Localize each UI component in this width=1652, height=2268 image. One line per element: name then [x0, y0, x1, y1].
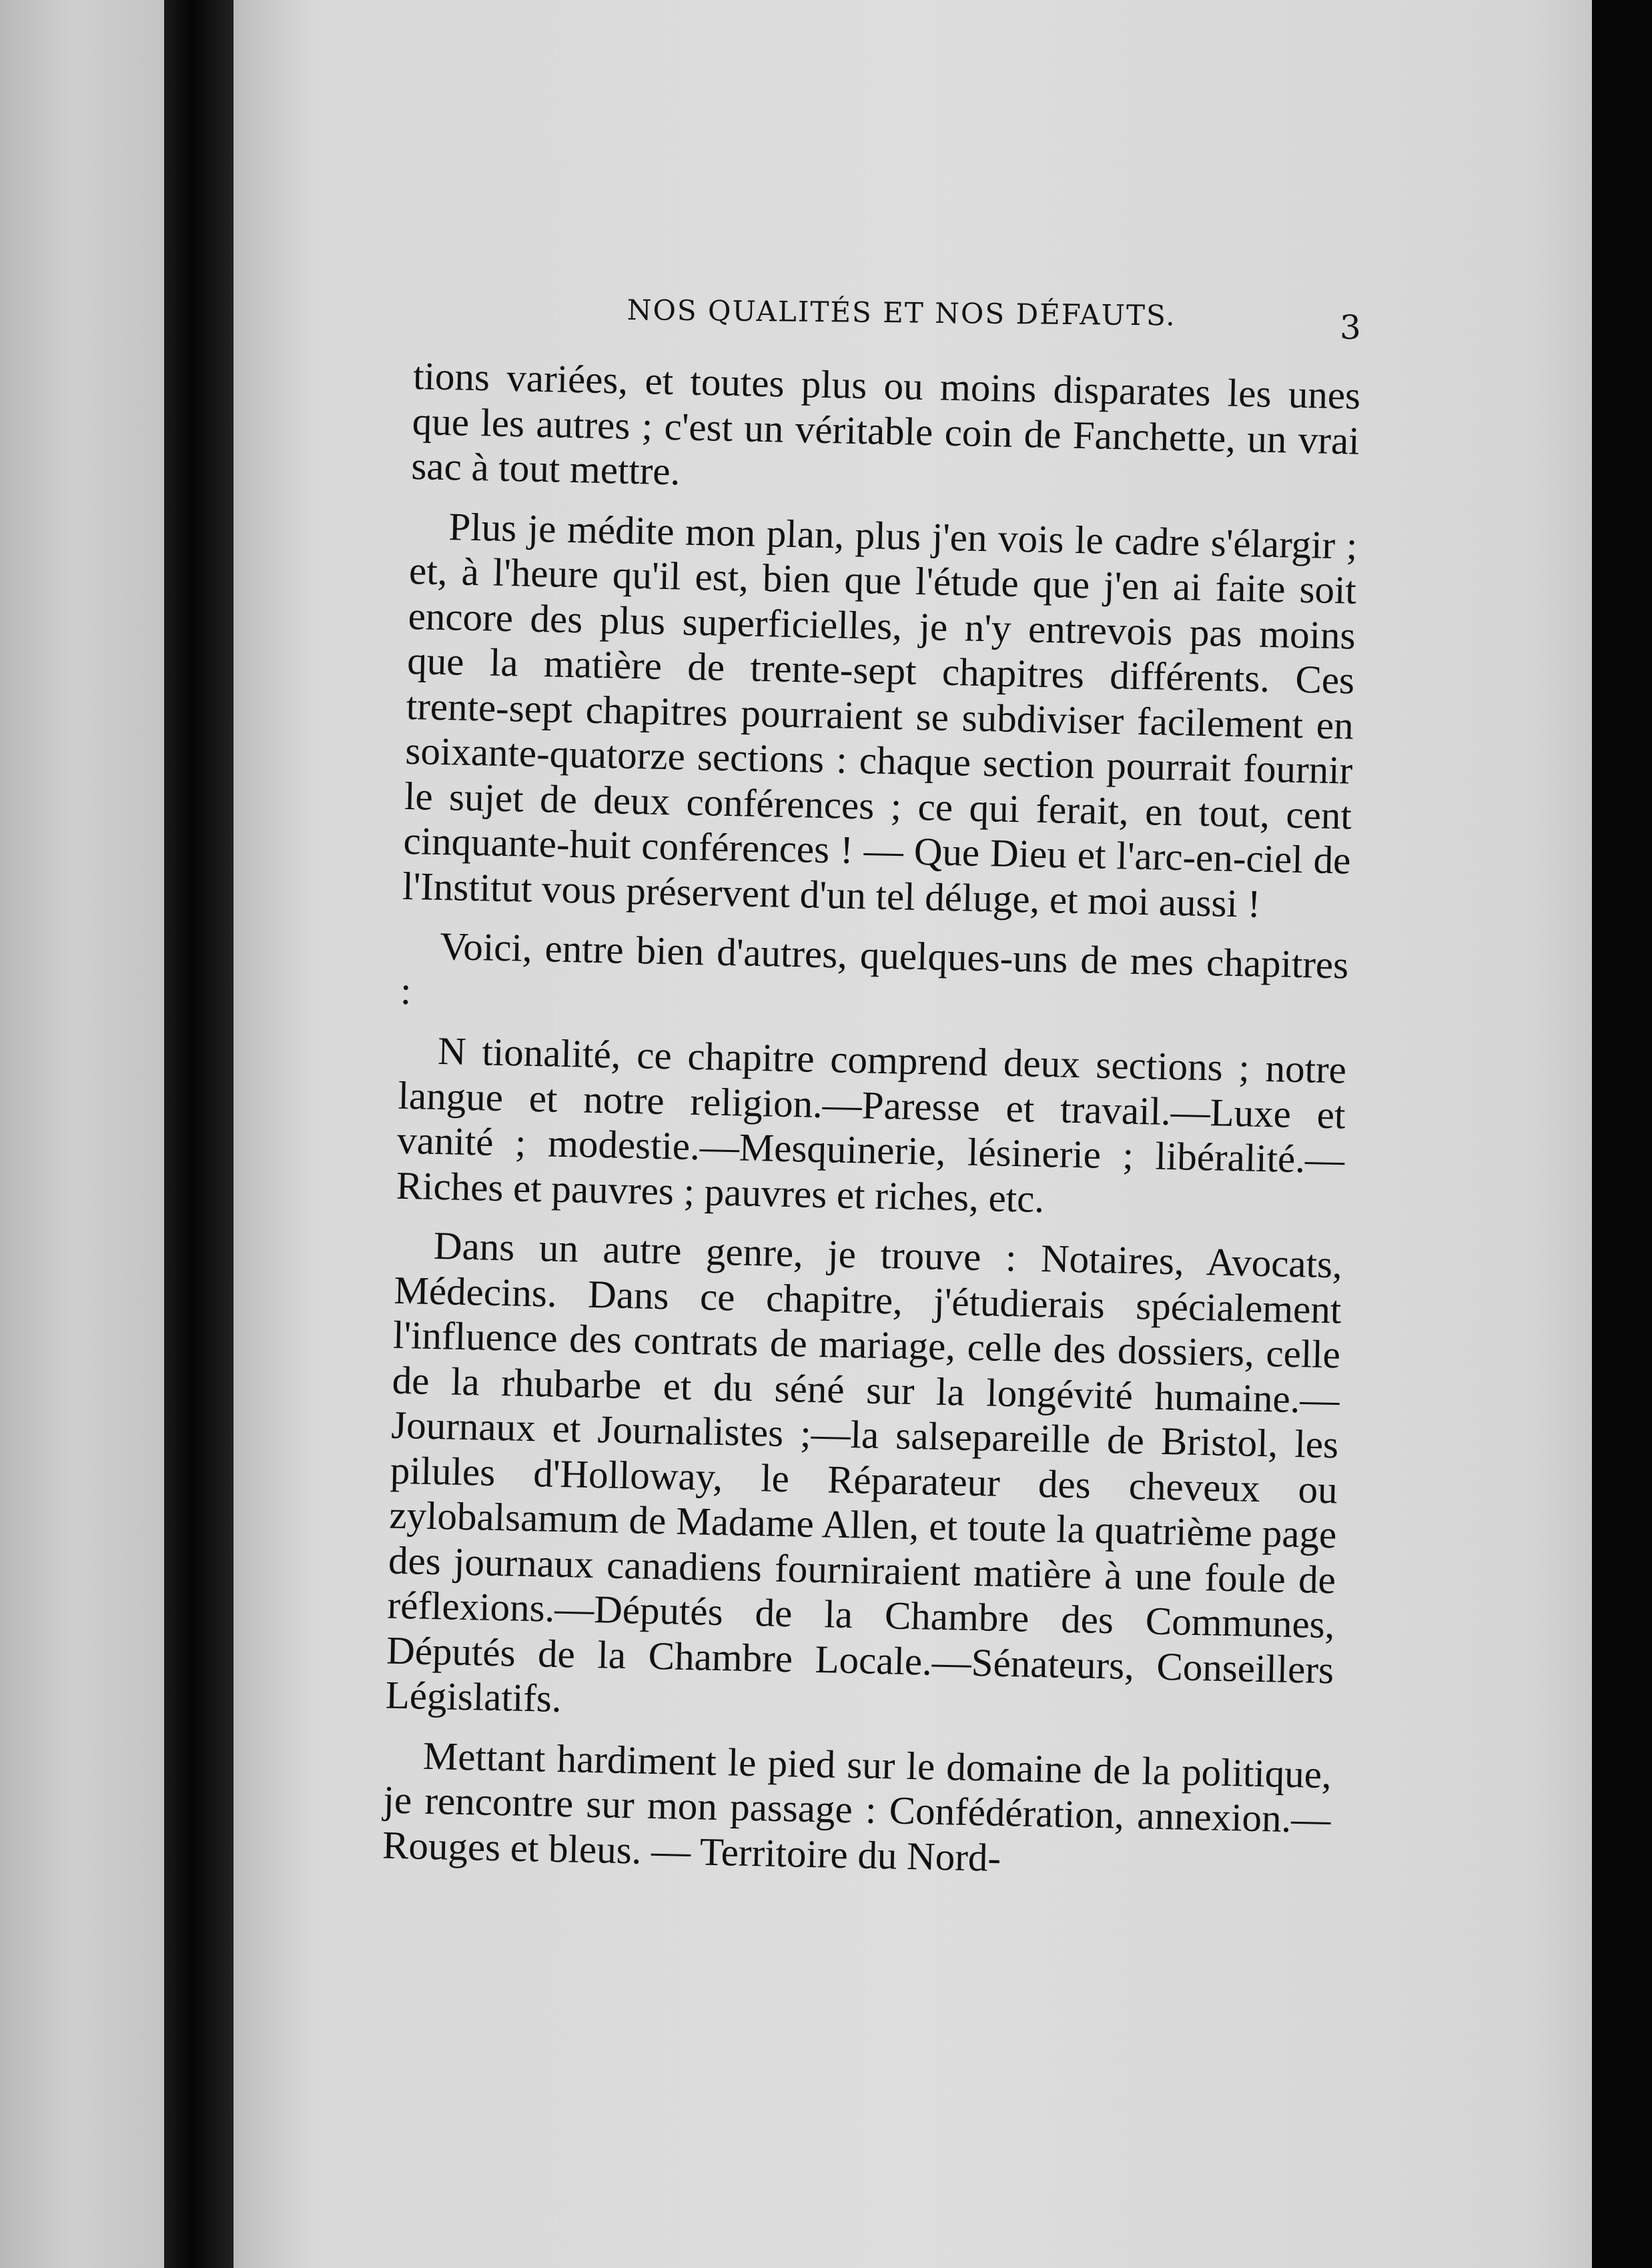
- page-right-edge: [1592, 0, 1652, 2268]
- page-number: 3: [1340, 308, 1361, 347]
- facing-page-edge: [0, 0, 164, 2268]
- running-header: NOS QUALITÉS ET NOS DÉFAUTS.: [627, 294, 1176, 332]
- paragraph: Dans un autre genre, je trouve : Notaires, Avocats, Médecins. Dans ce chapitre, j'étudierais spécialement l'influence des contrats de mariage, celle des dossiers, celle de la rhubarbe et du séné sur la longévité humaine.—Journaux et Journalistes ;—la salsepareille de Bristol, les pilules d'Holloway, le Réparateur des cheveux ou zylobalsamum de Madame Allen, et toute la quatrième page des journaux canadiens fourniraient matière à une foule de réflexions.—Députés de la Chambre des Communes, Députés de la Chambre Locale.—Sénateurs, Conseillers Législatifs.: [385, 1223, 1343, 1721]
- body-text: [382, 354, 1361, 1902]
- book-gutter: [164, 0, 234, 2268]
- paragraph: N tionalité, ce chapitre comprend deux sections ; notre langue et notre religion.—Paresse et travail.—Luxe et vanité ; modestie.—Mesquinerie, lésinerie ; libéralité.—Riches et pauvres ; pauvres et riches, etc.: [396, 1028, 1347, 1221]
- paragraph: Voici, entre bien d'autres, quelques-uns de mes chapitres :: [400, 924, 1349, 1013]
- paragraph-continuation: tions variées, et toutes plus ou moins disparates les unes que les autres ; c'est un véritable coin de Fanchette, un vrai sac à tout mettre.: [410, 354, 1361, 494]
- paragraph: Plus je médite mon plan, plus j'en vois le cadre s'élargir ; et, à l'heure qu'il est, bien que l'étude que j'en ai faite soit encore des plus superficielles, je n'y entrevois pas moins que la matière de trente-sept chapitres différents. Ces trente-sept chapitres pourraient se subdiviser facilement en soixante-quatorze sections : chaque section pourrait fournir le sujet de deux conférences ; ce qui ferait, en tout, cent cinquante-huit conférences ! — Que Dieu et l'arc-en-ciel de l'Institut vous préservent d'un tel déluge, et moi aussi !: [402, 504, 1358, 926]
- paragraph: Mettant hardiment le pied sur le domaine de la politique, je rencontre sur mon passage : Confédération, annexion.—Rouges et bleus. — Territoire du Nord-: [382, 1733, 1332, 1880]
